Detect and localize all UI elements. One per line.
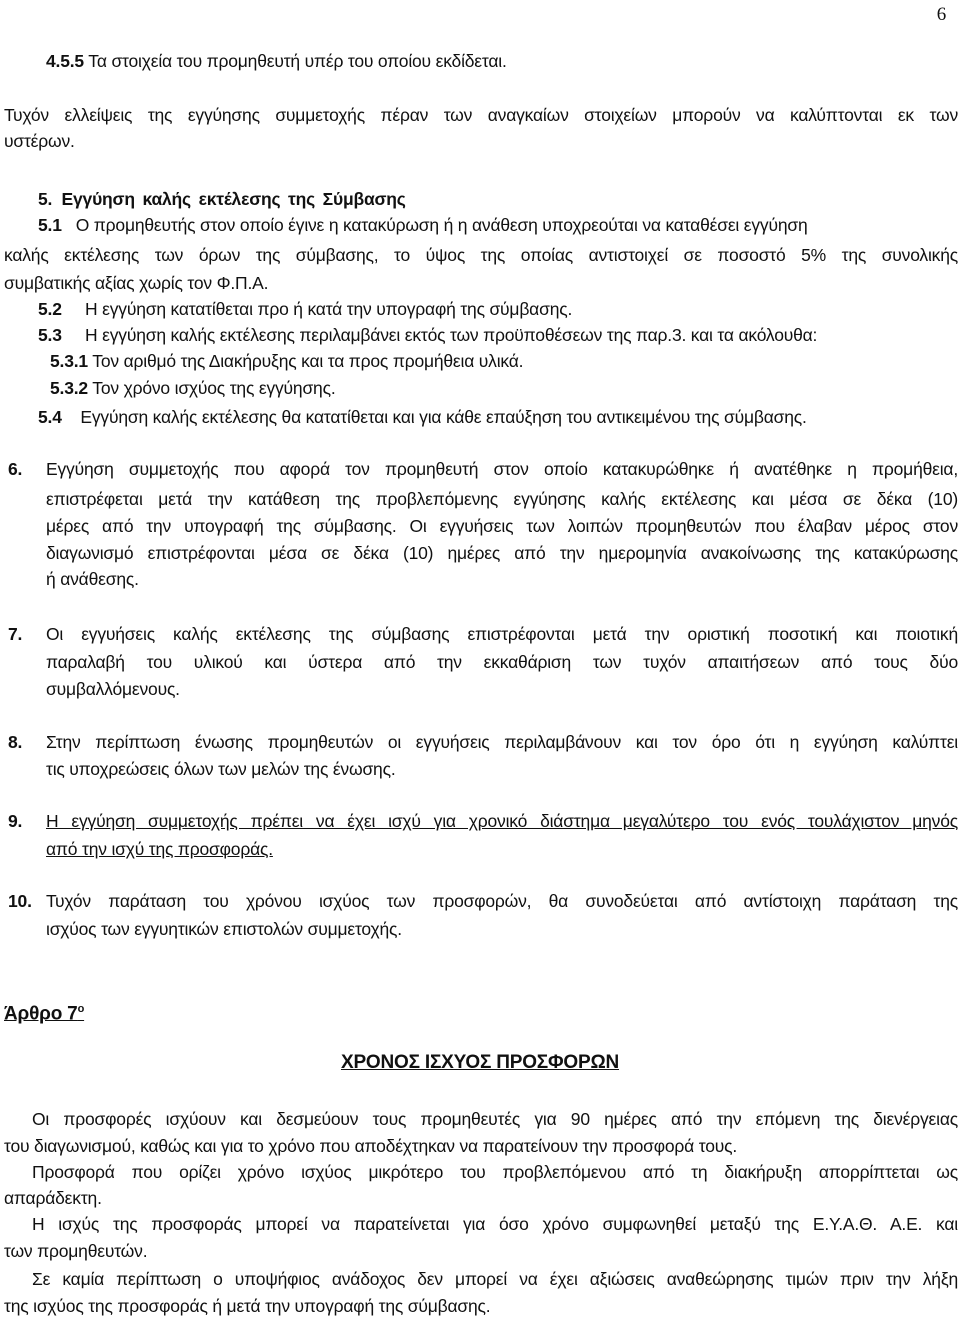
section-5-1-line-1	[38, 214, 808, 236]
section-8-line-2: τις υποχρεώσεις όλων των μελών της ένωσης.	[46, 759, 396, 779]
section-5-1-line-3: συμβατικής αξίας χωρίς τον Φ.Π.Α.	[4, 273, 269, 293]
section-6-line-3: μέρες από την υπογραφή της σύμβασης. Οι εγγυήσεις των λοιπών προμηθευτών που έλαβαν μέρος στον	[46, 516, 958, 536]
section-6-line-4: διαγωνισμό επιστρέφονται μέσα σε δέκα (10) ημέρες από την ημερομηνία ανακοίνωσης της κατακύρωσης	[46, 543, 958, 563]
section-6-number: 6.	[8, 459, 23, 479]
section-text: Η εγγύηση καλής εκτέλεσης περιλαμβάνει εκτός των προϋποθέσεων της παρ.3. και τα ακόλουθα:	[85, 325, 818, 345]
section-6-line-2: επιστρέφεται μετά την κατάθεση της προβλεπόμενης εγγύησης καλής εκτέλεσης και μέσα σε δέκα (10)	[46, 489, 958, 509]
article-label-text: Άρθρο 7	[4, 1003, 78, 1025]
section-10-line-2: ισχύος των εγγυητικών επιστολών συμμετοχής.	[46, 919, 402, 939]
section-number: 5.4	[38, 407, 62, 427]
section-5-heading	[38, 188, 406, 210]
section-7-line-2: παραλαβή του υλικού και ύστερα από την εκκαθάριση των τυχόν απαιτήσεων από τους δύο	[46, 652, 958, 672]
section-7-line-3: συμβαλλόμενους.	[46, 679, 180, 699]
section-10-number: 10.	[8, 891, 32, 911]
section-8-line-1: Στην περίπτωση ένωσης προμηθευτών οι εγγυήσεις περιλαμβάνουν και τον όρο ότι η εγγύηση καλύπτει	[46, 732, 958, 752]
section-8-number: 8.	[8, 732, 23, 752]
page-number: 6	[936, 4, 946, 25]
section-number: 5.3.2	[50, 378, 88, 398]
article-label	[4, 998, 84, 1025]
section-5-3-1	[50, 350, 523, 372]
section-4-5-5	[46, 50, 507, 72]
section-9-line-2: από την ισχύ της προσφοράς.	[46, 839, 273, 859]
article-p3-line-2: των προμηθευτών.	[4, 1241, 148, 1261]
article-p2-line-1: Προσφορά που ορίζει χρόνο ισχύος μικρότερο του προβλεπόμενου από τη διακήρυξη απορρίπτεται ως	[32, 1162, 958, 1182]
section-5-2	[38, 298, 572, 320]
article-superscript: ο	[77, 1003, 85, 1015]
article-p4-line-1: Σε καμία περίπτωση ο υποψήφιος ανάδοχος δεν μπορεί να έχει αξιώσεις αναθεώρησης τιμών πριν την λήξη	[32, 1269, 958, 1289]
article-p1-line-1: Οι προσφορές ισχύουν και δεσμεύουν τους προμηθευτές για 90 ημέρες από την επόμενη της διενέργειας	[32, 1109, 958, 1129]
section-7-line-1: Οι εγγυήσεις καλής εκτέλεσης της σύμβασης επιστρέφονται μετά την οριστική ποσοτική και ποιοτική	[46, 624, 958, 644]
section-number: 5.2	[38, 299, 62, 319]
section-number: 4.5.5	[46, 51, 84, 71]
section-6-line-5: ή ανάθεσης.	[46, 569, 139, 589]
section-number: 5.	[38, 189, 53, 209]
article-p3-line-1: Η ισχύς της προσφοράς μπορεί να παρατείνεται για όσο χρόνο συμφωνηθεί μεταξύ της Ε.Υ.Α.Θ. Α.Ε. και	[32, 1214, 958, 1234]
article-title: ΧΡΟΝΟΣ ΙΣΧΥΟΣ ΠΡΟΣΦΟΡΩΝ	[340, 1052, 620, 1073]
omissions-line-1: Τυχόν ελλείψεις της εγγύησης συμμετοχής πέραν των αναγκαίων στοιχείων μπορούν να καλύπτονται εκ των	[4, 105, 958, 125]
section-text: Τον χρόνο ισχύος της εγγύησης.	[92, 378, 336, 398]
section-7-number: 7.	[8, 624, 23, 644]
section-5-3	[38, 324, 817, 346]
section-title: Εγγύηση καλής εκτέλεσης της Σύμβασης	[61, 189, 406, 209]
section-10-line-1: Τυχόν παράταση του χρόνου ισχύος των προσφορών, θα συνοδεύεται από αντίστοιχη παράταση της	[46, 891, 958, 911]
article-p4-line-2: της ισχύος της προσφοράς ή μετά την υπογραφή της σύμβασης.	[4, 1296, 491, 1316]
article-p1-line-2: του διαγωνισμού, καθώς και για το χρόνο που αποδέχτηκαν να παρατείνουν την προσφορά τους.	[4, 1136, 737, 1156]
section-text: Τα στοιχεία του προμηθευτή υπέρ του οποίου εκδίδεται.	[88, 51, 507, 71]
section-9-line-1: Η εγγύηση συμμετοχής πρέπει να έχει ισχύ για χρονικό διάστημα μεγαλύτερο του ενός τουλάχιστον μηνός	[46, 811, 958, 831]
section-number: 5.3.1	[50, 351, 88, 371]
section-9-number: 9.	[8, 811, 23, 831]
article-p2-line-2: απαράδεκτη.	[4, 1188, 102, 1208]
section-text: Εγγύηση καλής εκτέλεσης θα κατατίθεται και για κάθε επαύξηση του αντικειμένου της σύμβασης.	[80, 407, 807, 427]
section-text: Ο προμηθευτής στον οποίο έγινε η κατακύρωση ή η ανάθεση υποχρεούται να καταθέσει εγγύηση	[75, 215, 808, 235]
section-number: 5.3	[38, 325, 62, 345]
section-6-line-1: Εγγύηση συμμετοχής που αφορά τον προμηθευτή στον οποίο κατακυρώθηκε ή ανατέθηκε η προμήθεια,	[46, 459, 958, 479]
omissions-line-2: υστέρων.	[4, 131, 75, 151]
section-number: 5.1	[38, 215, 62, 235]
section-text: Τον αριθμό της Διακήρυξης και τα προς προμήθεια υλικά.	[92, 351, 524, 371]
section-5-1-line-2: καλής εκτέλεσης των όρων της σύμβασης, το ύψος της οποίας αντιστοιχεί σε ποσοστό 5% της συνολικής	[4, 245, 958, 265]
section-5-3-2	[50, 377, 335, 399]
section-text: Η εγγύηση κατατίθεται προ ή κατά την υπογραφή της σύμβασης.	[85, 299, 573, 319]
section-5-4	[38, 406, 807, 428]
